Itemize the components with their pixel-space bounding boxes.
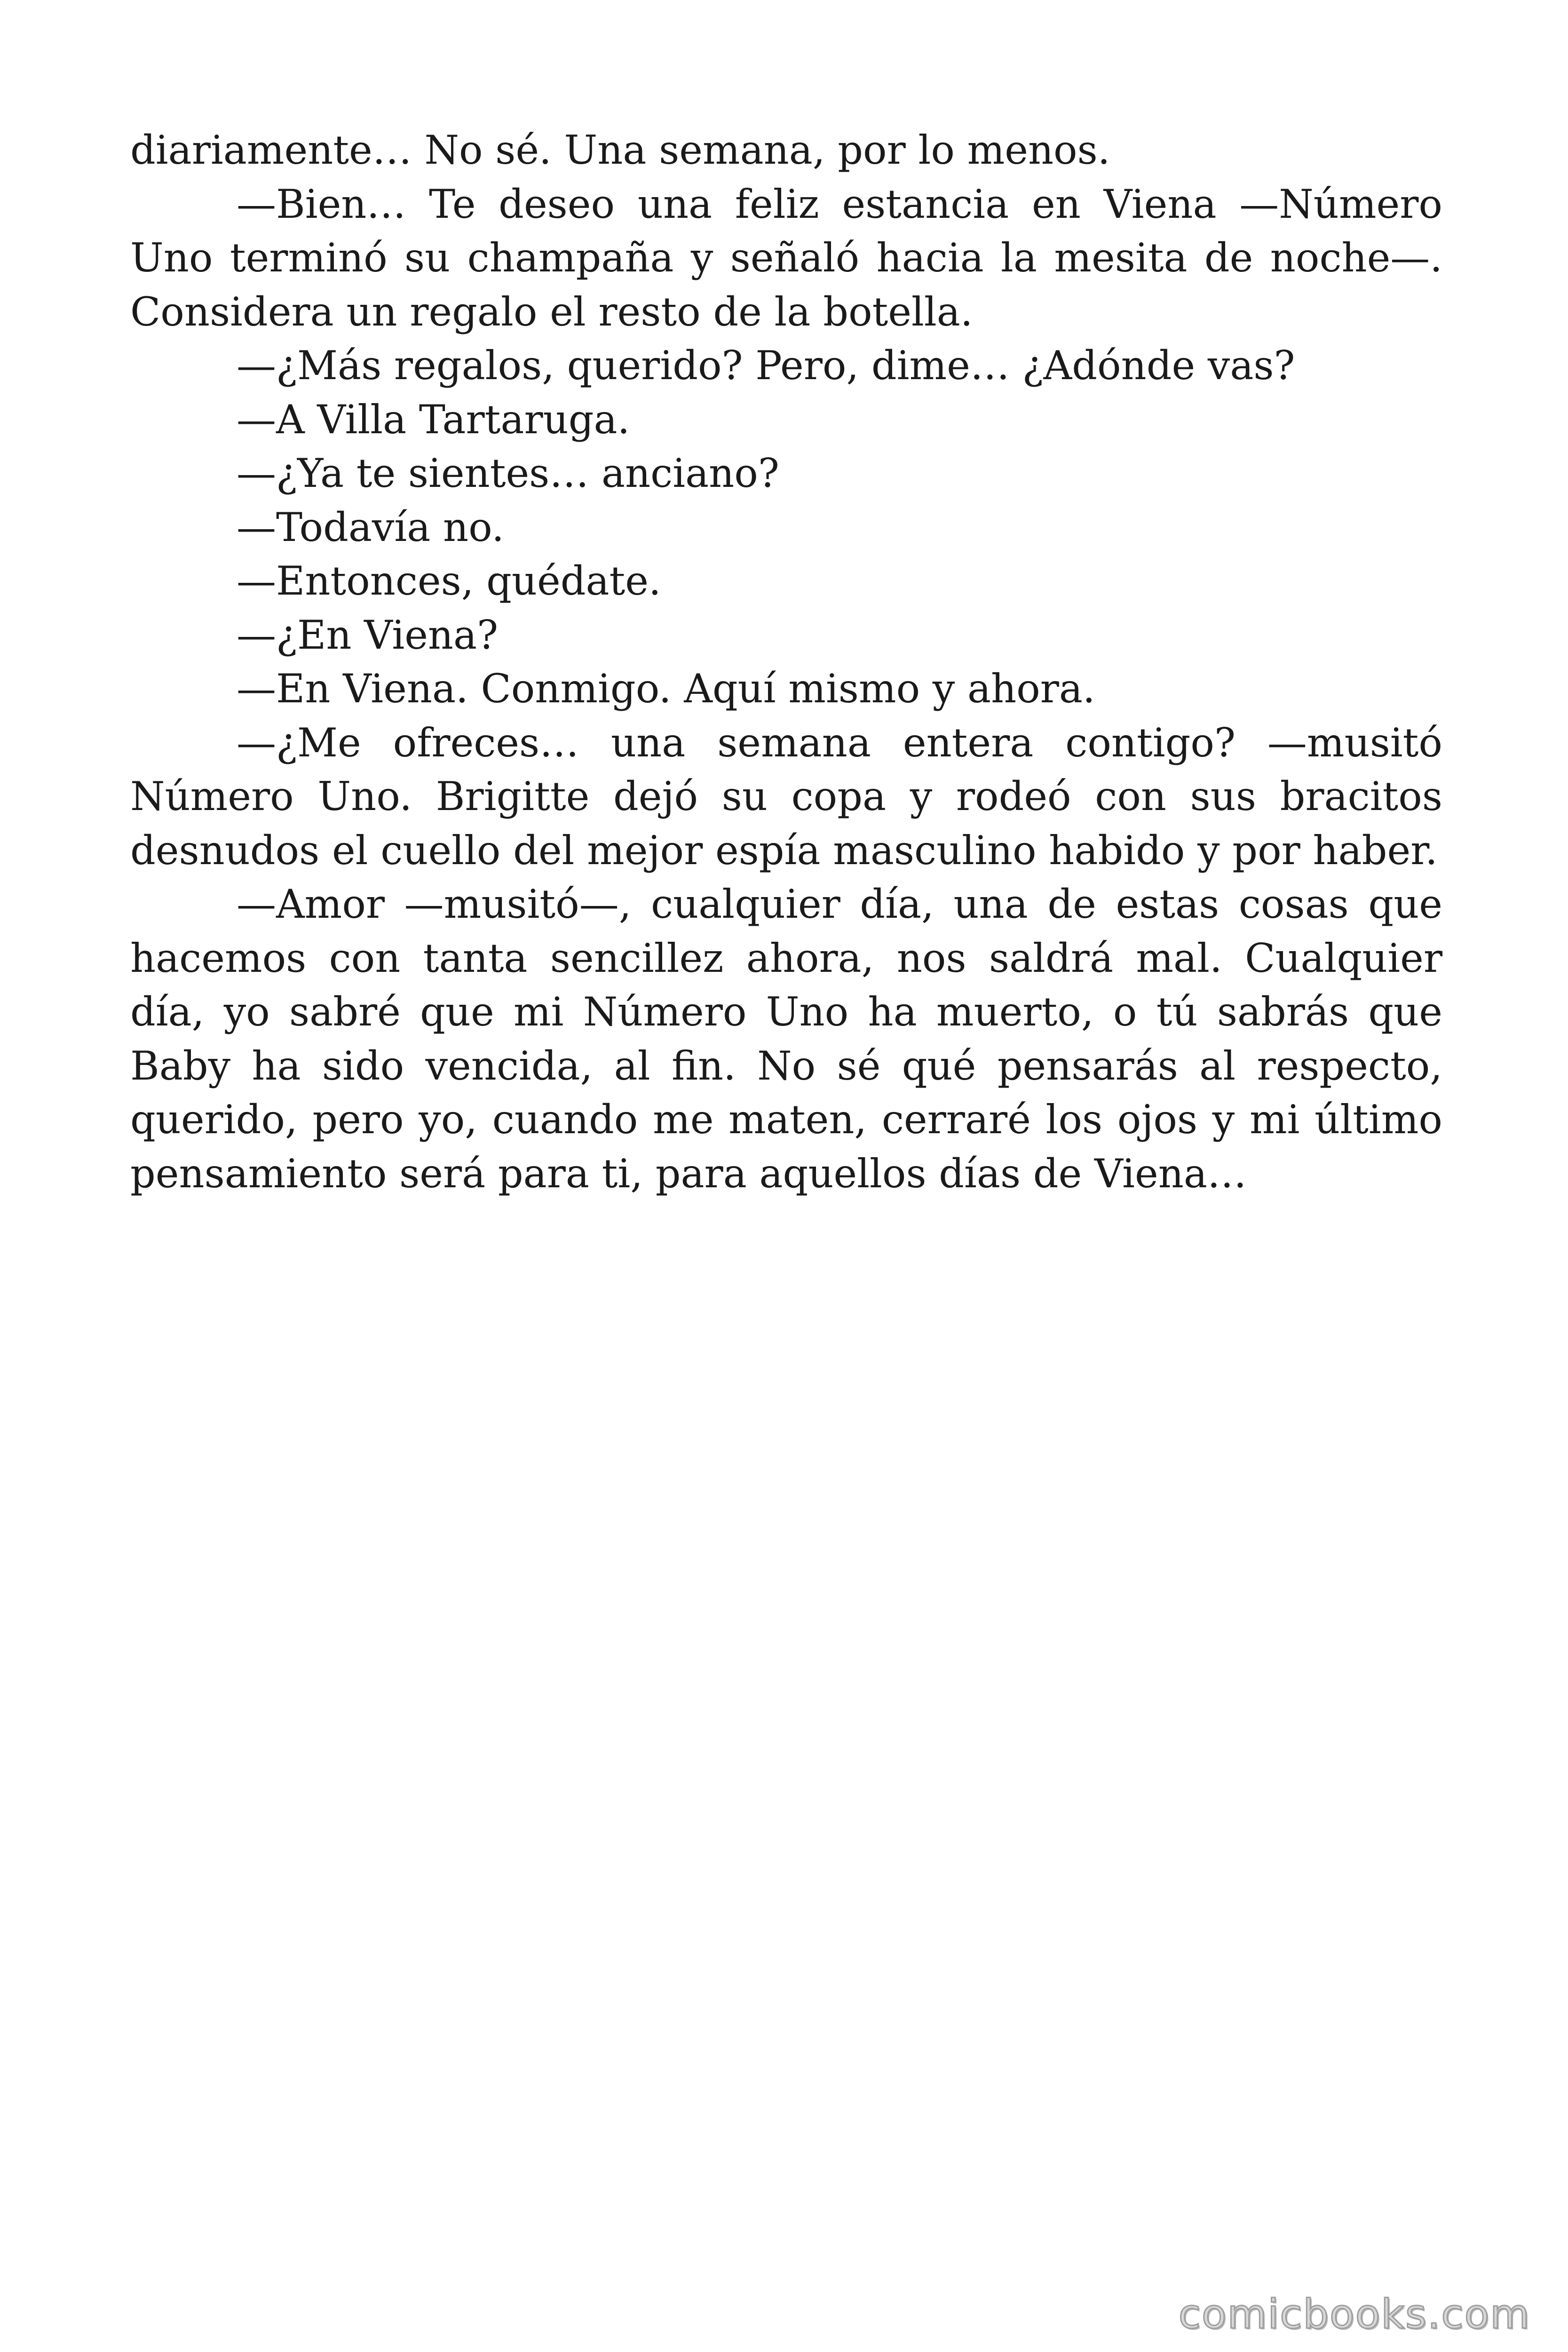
paragraph-2: —Bien… Te deseo una feliz estancia en Viena —Número Uno terminó su champaña y señaló hacia la mesita de noche—. Considera un regalo el resto de la botella.	[130, 181, 1442, 335]
paragraph-6: —Todavía no.	[237, 504, 504, 550]
paragraph-1: diariamente… No sé. Una semana, por lo menos.	[130, 127, 1110, 173]
paragraph-9: —En Viena. Conmigo. Aquí mismo y ahora.	[237, 666, 1095, 712]
paragraph-10: —¿Me ofreces… una semana entera contigo? —musitó Número Uno. Brigitte dejó su copa y rodeó con sus bracitos desnudos el cuello del mejor espía masculino habido y por haber.	[130, 719, 1442, 874]
paragraph-4: —A Villa Tartaruga.	[237, 396, 630, 443]
paragraph-5: —¿Ya te sientes… anciano?	[237, 450, 779, 496]
paragraph-8: —¿En Viena?	[237, 612, 499, 658]
body-text	[130, 123, 1442, 1200]
watermark-text: comicbooks.com	[1178, 2291, 1530, 2338]
paragraph-7: —Entonces, quédate.	[237, 558, 661, 604]
paragraph-3: —¿Más regalos, querido? Pero, dime… ¿Adónde vas?	[237, 342, 1295, 389]
paragraph-11: —Amor —musitó—, cualquier día, una de estas cosas que hacemos con tanta sencillez ahora, nos saldrá mal. Cualquier día, yo sabré que mi Número Uno ha muerto, o tú sabrás que Baby ha sido vencida, al fin. No sé qué pensarás al respecto, querido, pero yo, cuando me maten, cerraré los ojos y mi último pensamiento será para ti, para aquellos días de Viena…	[130, 881, 1442, 1197]
